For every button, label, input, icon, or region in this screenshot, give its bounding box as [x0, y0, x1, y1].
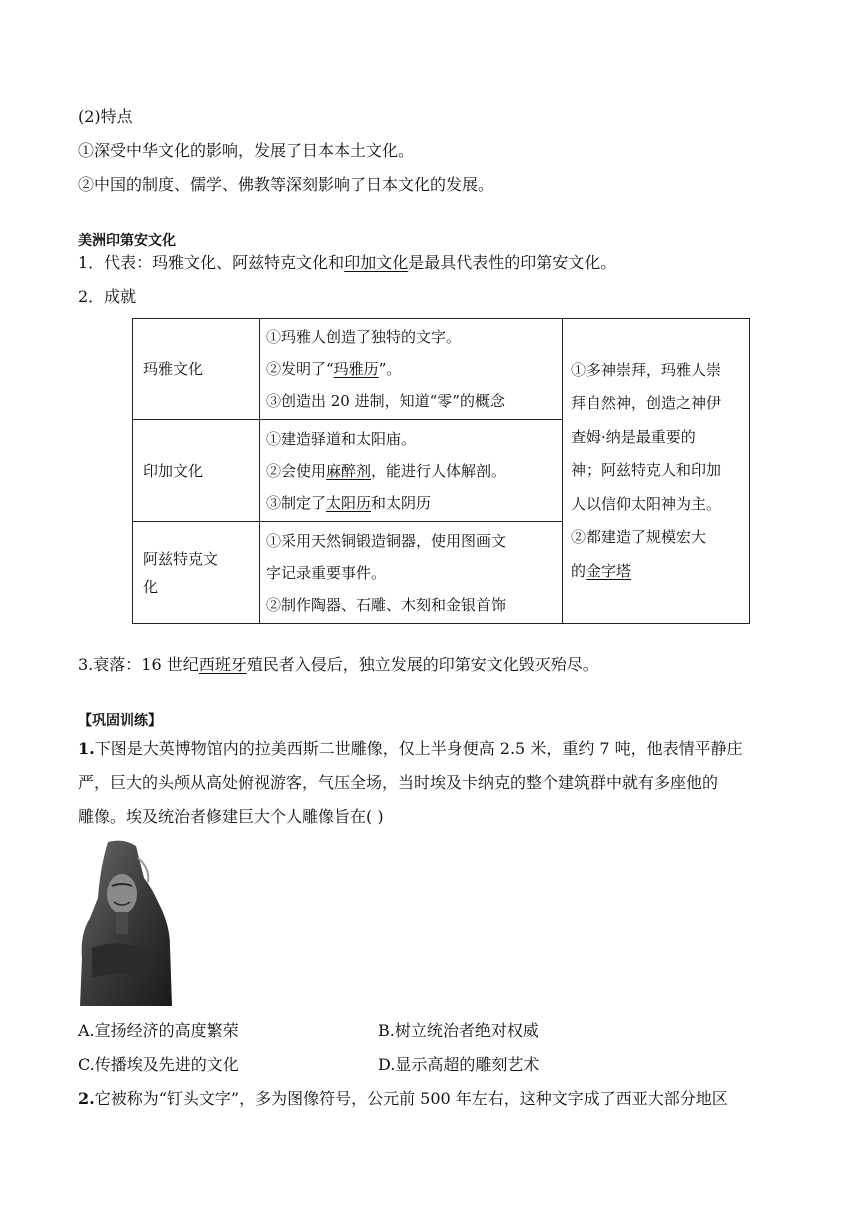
q1-option-c: C.传播埃及先进的文化: [78, 1055, 239, 1074]
tezheng-point-2: ②中国的制度、儒学、佛教等深刻影响了日本文化的发展。: [78, 175, 495, 194]
tezheng-point-1: ①深受中华文化的影响，发展了日本本土文化。: [78, 141, 415, 160]
civ-name-maya: 玛雅文化: [133, 319, 260, 420]
common-features-cell: ①多神崇拜，玛雅人崇 拜自然神，创造之神伊 查姆·纳是最重要的 神；阿兹特克人和印加 人以信仰太阳神为主。 ②都建造了规模宏大 的金字塔: [563, 319, 750, 624]
q1-option-a: A.宣扬经济的高度繁荣: [78, 1021, 239, 1040]
americas-representatives: 1．代表：玛雅文化、阿兹特克文化和印加文化是最具代表性的印第安文化。: [78, 253, 617, 272]
table-row: [133, 319, 750, 420]
civ-desc-aztec: ①采用天然铜锻造铜器，使用图画文 字记录重要事件。 ②制作陶器、石雕、木刻和金银首饰: [260, 522, 563, 624]
civ-desc-inca: ①建造驿道和太阳庙。 ②会使用麻醉剂，能进行人体解剖。 ③制定了太阳历和太阴历: [260, 420, 563, 522]
q1-line-3: 雕像。埃及统治者修建巨大个人雕像旨在( ): [78, 807, 384, 826]
achievements-heading: 2．成就: [78, 287, 137, 306]
q2-line-1: 2.它被称为“钉头文字”，多为图像符号，公元前 500 年左右，这种文字成了西亚大部分地区: [78, 1089, 728, 1108]
achievements-table: [132, 318, 750, 624]
exercise-heading: 【巩固训练】: [78, 713, 162, 729]
q1-line-2: 严，巨大的头颅从高处俯视游客，气压全场，当时埃及卡纳克的整个建筑群中就有多座他的: [78, 773, 719, 792]
section-heading-tezheng: (2)特点: [78, 107, 133, 126]
decline-line: 3.衰落：16 世纪西班牙殖民者入侵后，独立发展的印第安文化毁灭殆尽。: [78, 655, 599, 674]
q1-line-1: 1.下图是大英博物馆内的拉美西斯二世雕像，仅上半身便高 2.5 米，重约 7 吨，他表情平静庄: [78, 739, 743, 758]
americas-title: 美洲印第安文化: [78, 233, 176, 249]
civ-name-inca: 印加文化: [133, 420, 260, 522]
civ-name-aztec: 阿兹特克文 化: [133, 522, 260, 624]
civ-desc-maya: ①玛雅人创造了独特的文字。 ②发明了“玛雅历”。 ③创造出 20 进制，知道“零”的概念: [260, 319, 563, 420]
q1-option-d: D.显示高超的雕刻艺术: [378, 1055, 540, 1074]
q1-option-b: B.树立统治者绝对权威: [378, 1021, 539, 1040]
ramesses-statue-image: [78, 838, 174, 1008]
